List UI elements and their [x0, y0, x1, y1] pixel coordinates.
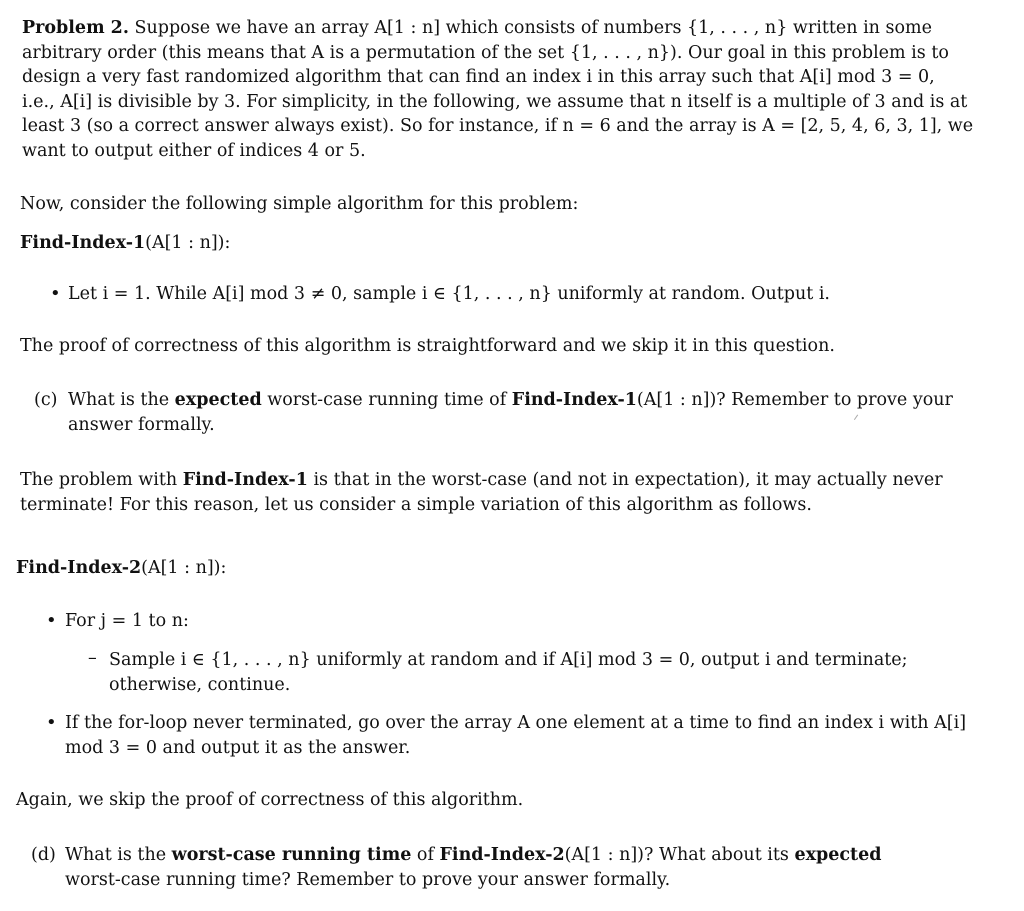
alg2-title: Find-Index-2	[16, 558, 142, 578]
part-c-mid: worst-case running time of	[261, 390, 512, 410]
part-c-line-2: answer formally.	[68, 414, 215, 435]
dash-icon: –	[88, 648, 97, 668]
bullet-icon: •	[46, 712, 57, 733]
problem-text-line-2: terminate! For this reason, let us consider a simple variation of this algorithm as follows.	[20, 494, 812, 515]
alg1-arg: (A[1 : n]):	[145, 233, 231, 253]
problem-line-3: design a very fast randomized algorithm that can find an index i in this array such that A[i] mod 3 = 0,	[22, 67, 935, 87]
problem-line-4: i.e., A[i] is divisible by 3. For simplicity, in the following, we assume that n itself is a multiple of 3 and is at	[22, 91, 968, 112]
part-d-label: (d)	[31, 845, 56, 865]
alg1-bullet: Let i = 1. While A[i] mod 3 ≠ 0, sample i ∈ {1, . . . , n} uniformly at random. Output i.	[68, 284, 830, 304]
alg2-sub-bullet	[109, 648, 908, 697]
problem-text-alg-name: Find-Index-1	[182, 470, 308, 490]
part-c-expected: expected	[174, 390, 262, 410]
alg2-sub-line-2: otherwise, continue.	[109, 674, 291, 695]
bullet-icon: •	[46, 610, 57, 631]
part-d-pre: What is the	[65, 845, 172, 865]
problem-text-post: is that in the worst-case (and not in expectation), it may actually never	[307, 470, 943, 490]
part-d-expected: expected	[794, 845, 882, 865]
alg2-arg: (A[1 : n]):	[141, 558, 227, 578]
part-c-pre: What is the	[68, 390, 175, 410]
problem-text-pre: The problem with	[20, 470, 183, 490]
problem-with-alg1	[20, 468, 943, 517]
part-c-alg-name: Find-Index-1	[511, 390, 637, 410]
alg2-header	[16, 556, 226, 581]
problem-line-5: least 3 (so a correct answer always exist). So for instance, if n = 6 and the array is A = [2, 5, 4, 6, 3, 1], we	[22, 116, 974, 136]
part-d-line-2: worst-case running time? Remember to prove your answer formally.	[65, 869, 671, 890]
part-d-worst-case: worst-case running time	[171, 845, 412, 865]
alg2-bullet-2-line-1: If the for-loop never terminated, go over the array A one element at a time to find an index i with A[i]	[65, 713, 967, 733]
part-c-question	[68, 388, 953, 437]
part-c-label: (c)	[34, 390, 58, 410]
proof2-text: Again, we skip the proof of correctness of this algorithm.	[16, 790, 524, 810]
proof1-text: The proof of correctness of this algorithm is straightforward and we skip it in this question.	[20, 336, 835, 356]
problem-line-6: want to output either of indices 4 or 5.	[22, 140, 366, 161]
part-d-mid2: (A[1 : n])? What about its	[564, 845, 795, 865]
problem-line-2: arbitrary order (this means that A is a permutation of the set {1, . . . , n}). Our goal in this problem is to	[22, 42, 949, 63]
part-d-question	[65, 843, 882, 892]
part-d-alg-name: Find-Index-2	[439, 845, 565, 865]
alg2-bullet-2-line-2: mod 3 = 0 and output it as the answer.	[65, 737, 411, 758]
alg2-sub-line-1: Sample i ∈ {1, . . . , n} uniformly at random and if A[i] mod 3 = 0, output i and terminate;	[109, 650, 908, 670]
alg1-title: Find-Index-1	[20, 233, 146, 253]
alg2-bullet-2	[65, 711, 966, 760]
alg2-bullet-1: For j = 1 to n:	[65, 611, 189, 631]
problem-heading: Problem 2.	[22, 18, 129, 38]
problem-line-1: Suppose we have an array A[1 : n] which consists of numbers {1, . . . , n} written in some	[128, 18, 932, 38]
part-d-mid: of	[411, 845, 440, 865]
problem-paragraph	[22, 16, 973, 163]
bullet-icon: •	[50, 283, 61, 304]
intro-text: Now, consider the following simple algorithm for this problem:	[20, 194, 579, 214]
alg1-header	[20, 231, 230, 256]
part-c-post: (A[1 : n])? Remember to prove your	[636, 390, 953, 410]
